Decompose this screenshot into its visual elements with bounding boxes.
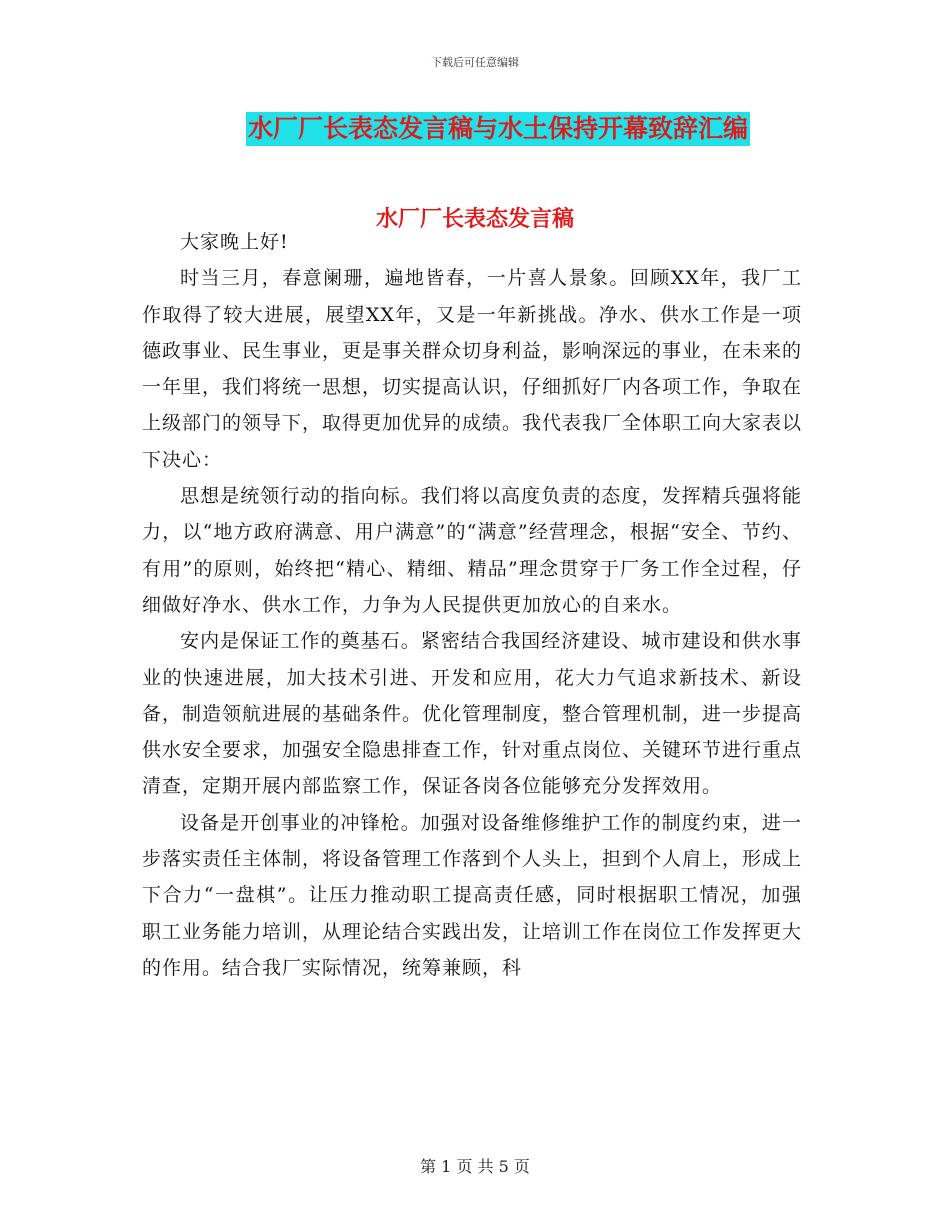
page-number: 第 1 页 共 5 页 <box>420 1157 530 1176</box>
main-title-container <box>0 112 950 146</box>
header-note: 下载后可任意编辑 <box>431 56 519 69</box>
main-title: 水厂厂长表态发言稿与水土保持开幕致辞汇编 <box>246 112 750 146</box>
paragraph-greeting: 大家晚上好! <box>180 231 289 253</box>
paragraph-safety: 安内是保证工作的奠基石。紧密结合我国经济建设、城市建设和供水事业的快速进展，加大技术引进、开发和应用，花大力气追求新技术、新设备，制造领航进展的基础条件。优化管理制度，整合管理机制，进一步提高供水安全要求，加强安全隐患排查工作，针对重点岗位、关键环节进行重点清查，定期开展内部监察工作，保证各岗各位能够充分发挥效用。 <box>142 630 803 798</box>
section-title: 水厂厂长表态发言稿 <box>375 207 574 232</box>
document-body <box>142 224 802 986</box>
paragraph-equipment: 设备是开创事业的冲锋枪。加强对设备维修维护工作的制度约束，进一步落实责任主体制，将设备管理工作落到个人头上，担到个人肩上，形成上下合力“一盘棋”。让压力推动职工提高责任感，同时根据职工情况，加强职工业务能力培训，从理论结合实践出发，让培训工作在岗位工作发挥更大的作用。结合我厂实际情况，统筹兼顾，科 <box>142 811 803 979</box>
page-footer <box>0 1154 950 1177</box>
paragraph-intro: 时当三月，春意阑珊，遍地皆春，一片喜人景象。回顾XX年，我厂工作取得了较大进展，展望XX年，又是一年新挑战。净水、供水工作是一项德政事业、民生事业，更是事关群众切身利益，影响深远的事业，在未来的一年里，我们将统一思想，切实提高认识，仔细抓好厂内各项工作，争取在上级部门的领导下，取得更加优异的成绩。我代表我厂全体职工向大家表以下决心： <box>142 267 803 471</box>
paragraph-thought: 思想是统领行动的指向标。我们将以高度负责的态度，发挥精兵强将能力，以“地方政府满意、用户满意”的“满意”经营理念，根据“安全、节约、有用”的原则，始终把“精心、精细、精品”理念贯穿于厂务工作全过程，仔细做好净水、供水工作，力争为人民提供更加放心的自来水。 <box>142 485 802 616</box>
